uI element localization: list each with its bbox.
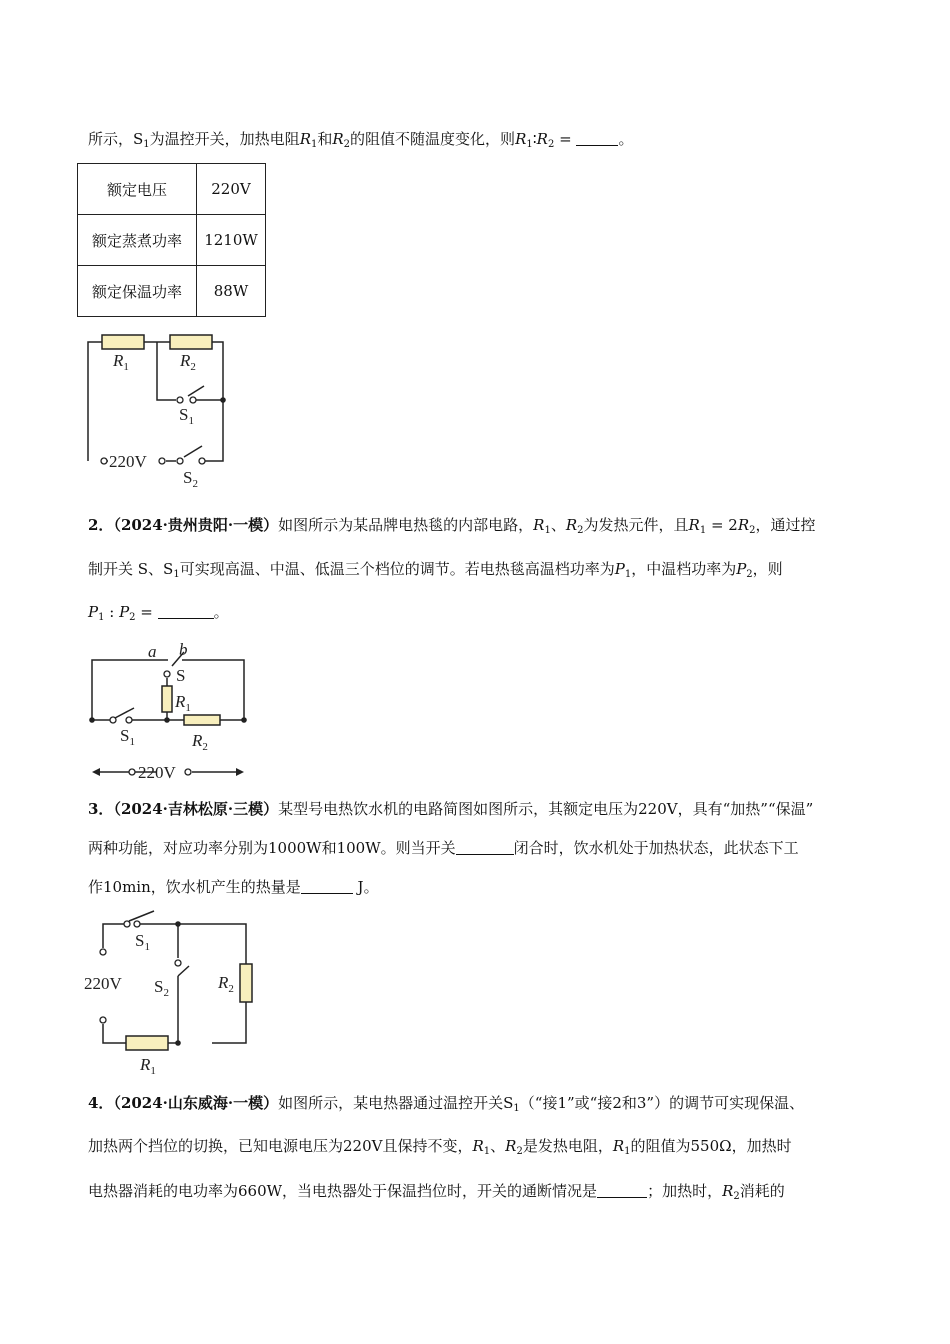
terminal [100,949,106,955]
subscript: 2 [129,612,136,623]
switch-terminal [190,397,196,403]
text: 某型号电热饮水机的电路简图如图所示，其额定电压为220V，具有“加热”“保温” [278,800,814,818]
switch-terminal [134,921,140,927]
table-cell: 额定电压 [78,164,197,215]
resistor-r2 [170,335,212,349]
subscript: 1 [544,525,551,536]
question-source: （2024·吉林松原·三模） [113,800,279,818]
label-r1: $R_1$ [113,351,129,373]
resistor-r2 [240,964,252,1002]
subscript: 1 [173,569,180,580]
q1-circuit-diagram [80,326,250,491]
text: = 2 [706,516,738,534]
junction-dot [175,921,181,927]
junction-dot [175,1040,181,1046]
switch-terminal [124,921,130,927]
subscript: 2 [547,139,555,150]
junction-dot [89,717,95,723]
resistor-r1 [126,1036,168,1050]
symbol: P [736,560,747,578]
text: 为发热元件，且 [583,516,689,534]
symbol: P [614,560,625,578]
question-number: 4． [88,1094,114,1112]
text: = [559,130,572,148]
text: 加热两个挡位的切换，已知电源电压为220V且保持不变， [88,1137,473,1155]
table-cell: 1210W [197,215,266,266]
question-number: 2． [88,516,114,534]
text: （“接1”或“接2和3”）的调节可实现保温、 [519,1094,805,1112]
text: ，中温档功率为 [631,560,737,578]
symbol: P [119,603,130,621]
junction-dot [220,397,226,403]
label-r2: $R_2$ [180,351,196,373]
subscript: 1 [483,1146,491,1157]
answer-blank [597,1183,647,1198]
text: 可实现高温、中温、低温三个档位的调节。若电热毯高温档功率为 [179,560,615,578]
switch-terminal [199,458,205,464]
subscript: 1 [143,139,150,150]
label-source: 220V [138,763,176,782]
label-r2: $R_2$ [192,731,208,753]
table-row [78,164,266,215]
switch-terminal [175,960,181,966]
q2-line-1 [88,514,816,536]
resistor-r2 [184,715,220,725]
text: 的阻值不随温度变化，则 [350,130,516,148]
question-number: 3． [88,800,114,818]
q3-line-3 [88,876,379,897]
text: ，通过控 [755,516,816,534]
label-s: S [176,666,186,685]
label-a: a [148,642,157,661]
subscript: 2 [733,1191,740,1202]
switch-terminal [126,717,132,723]
text: 、 [550,516,566,534]
switch-terminal [177,458,183,464]
symbol: R [688,516,700,534]
table-cell: 220V [197,164,266,215]
text: 电热器消耗的电功率为660W，当电热器处于保温挡位时，开关的通断情况是 [88,1182,598,1200]
symbol: S [133,130,144,148]
label-r1: $R_1$ [140,1055,156,1077]
symbol: R [299,130,311,148]
q3-line-1 [88,798,813,819]
answer-blank [301,879,353,894]
resistor-r1 [102,335,144,349]
q4-line-1 [88,1092,804,1114]
symbol: R [515,130,527,148]
text: ，则 [752,560,783,578]
symbol: R [612,1137,625,1155]
symbol: R [737,516,750,534]
switch-terminal [164,671,170,677]
label-r1: $R_1$ [175,692,191,714]
q1-intro-line [88,128,633,150]
arrow-head [92,768,100,776]
symbol: R [565,516,578,534]
text: 、 [490,1137,506,1155]
symbol: R [505,1137,517,1155]
terminal [129,769,135,775]
label-s2: $S_2$ [154,977,169,999]
junction-dot [164,717,170,723]
q3-line-2 [88,837,799,858]
text: 两种功能，对应功率分别为1000W和100W。则当开关 [88,839,456,857]
table-row [78,215,266,266]
subscript: 2 [749,525,756,536]
spec-table [77,163,266,317]
symbol: R [722,1182,734,1200]
switch-terminal [177,397,183,403]
label-b: b [179,640,188,659]
symbol: R [536,130,548,148]
text: J。 [352,878,379,896]
text: 是发热电阻， [522,1137,613,1155]
resistor-r1 [162,686,172,712]
answer-blank [456,840,514,855]
symbol: R [533,516,545,534]
terminal [159,458,165,464]
text: 消耗的 [739,1182,785,1200]
answer-blank [576,131,618,146]
text: 所示， [88,130,134,148]
text: 。 [618,130,634,148]
label-s1: $S_1$ [120,726,135,748]
table-cell: 额定保温功率 [78,266,197,317]
symbol: P [88,603,99,621]
junction-dot [241,717,247,723]
text: 闭合时，饮水机处于加热状态，此状态下工 [513,839,799,857]
subscript: 1 [624,1146,631,1157]
text: 的阻值为550Ω，加热时 [630,1137,792,1155]
subscript: 1 [513,1103,520,1114]
text: 如图所示，某电热器通过温控开关S [278,1094,514,1112]
label-r2: $R_2$ [218,973,234,995]
subscript: 1 [310,139,318,150]
terminal [100,1017,106,1023]
label-source: 220V [84,974,122,993]
label-s1: $S_1$ [135,931,150,953]
symbol: R [332,130,344,148]
q3-circuit-diagram [80,908,265,1078]
q2-line-3 [88,601,229,623]
terminal [185,769,191,775]
subscript: 2 [343,139,351,150]
label-s2: $S_2$ [183,468,198,490]
terminal [101,458,107,464]
subscript: 1 [699,525,707,536]
table-cell: 88W [197,266,266,317]
q2-line-2 [88,558,783,580]
table-cell: 额定蒸煮功率 [78,215,197,266]
text: 和 [317,130,333,148]
text: 为温控开关，加热电阻 [149,130,300,148]
text: 如图所示为某品牌电热毯的内部电路， [278,516,534,534]
switch-terminal [110,717,116,723]
subscript: 1 [624,569,632,580]
text: : [104,603,120,621]
subscript: 2 [516,1146,523,1157]
table-row [78,266,266,317]
text: 作10min，饮水机产生的热量是 [88,878,301,896]
symbol: R [472,1137,484,1155]
q2-circuit-diagram [84,640,254,785]
text: 制开关 S、S [88,560,174,578]
arrow-head [236,768,244,776]
text: 。 [213,603,229,621]
label-source: 220V [109,452,147,471]
subscript: 1 [98,612,105,623]
question-source: （2024·贵州贵阳·一模） [113,516,279,534]
question-source: （2024·山东威海·一模） [113,1094,279,1112]
q4-line-2 [88,1135,792,1157]
subscript: 2 [577,525,584,536]
text: ；加热时， [647,1182,723,1200]
q4-line-3 [88,1180,785,1202]
subscript: 2 [746,569,753,580]
subscript: 1 [526,139,533,150]
text: = [135,603,153,621]
text: ∶ [532,130,537,148]
label-s1: $S_1$ [179,405,194,427]
answer-blank [158,604,214,619]
